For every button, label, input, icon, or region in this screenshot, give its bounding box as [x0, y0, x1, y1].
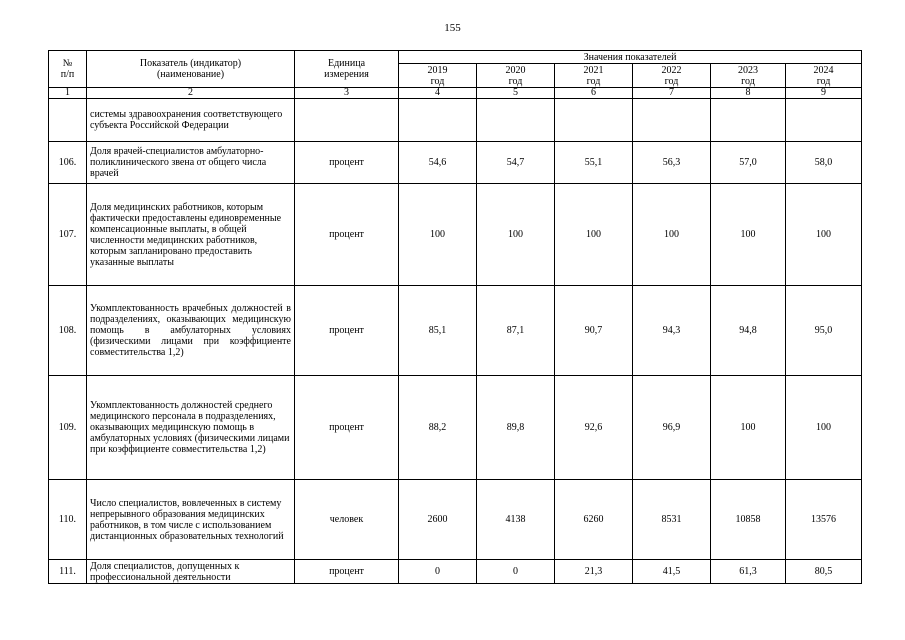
value-cell — [555, 99, 633, 142]
value-cell: 100 — [786, 184, 862, 286]
row-number: 110. — [49, 480, 87, 560]
row-number: 108. — [49, 286, 87, 376]
unit: процент — [295, 142, 399, 184]
indicator-name: Доля специалистов, допущенных к профессиональной деятельности — [87, 560, 295, 584]
header-year: 2019 год — [399, 64, 477, 88]
header-year: 2022 год — [633, 64, 711, 88]
value-cell: 54,7 — [477, 142, 555, 184]
value-cell: 90,7 — [555, 286, 633, 376]
column-index: 5 — [477, 88, 555, 99]
value-cell: 0 — [477, 560, 555, 584]
column-index: 1 — [49, 88, 87, 99]
column-index: 6 — [555, 88, 633, 99]
column-index: 9 — [786, 88, 862, 99]
row-number: 111. — [49, 560, 87, 584]
value-cell: 89,8 — [477, 376, 555, 480]
value-cell: 87,1 — [477, 286, 555, 376]
header-year: 2024 год — [786, 64, 862, 88]
value-cell: 100 — [555, 184, 633, 286]
value-cell: 94,3 — [633, 286, 711, 376]
unit — [295, 99, 399, 142]
row-number — [49, 99, 87, 142]
table-row — [49, 480, 862, 560]
indicator-name: Доля врачей-специалистов амбулаторно-поликлинического звена от общего числа врачей — [87, 142, 295, 184]
value-cell — [633, 99, 711, 142]
unit: процент — [295, 286, 399, 376]
page-number: 155 — [444, 22, 461, 34]
value-cell: 58,0 — [786, 142, 862, 184]
column-index: 3 — [295, 88, 399, 99]
value-cell — [711, 99, 786, 142]
value-cell: 92,6 — [555, 376, 633, 480]
header-unit: Единица измерения — [295, 51, 399, 88]
value-cell: 0 — [399, 560, 477, 584]
value-cell: 21,3 — [555, 560, 633, 584]
value-cell: 6260 — [555, 480, 633, 560]
unit: процент — [295, 560, 399, 584]
value-cell: 100 — [711, 376, 786, 480]
table-row — [49, 184, 862, 286]
value-cell: 95,0 — [786, 286, 862, 376]
header-year: 2021 год — [555, 64, 633, 88]
indicators-table — [48, 50, 862, 584]
indicator-name: Доля медицинских работников, которым фактически предоставлены единовременные компенсационные выплаты, в общей численности медицинских работников, которым запланировано предоставить указанные выплаты — [87, 184, 295, 286]
table-row — [49, 286, 862, 376]
value-cell: 55,1 — [555, 142, 633, 184]
value-cell: 88,2 — [399, 376, 477, 480]
header-year: 2023 год — [711, 64, 786, 88]
value-cell: 54,6 — [399, 142, 477, 184]
header-num: № п/п — [49, 51, 87, 88]
table-row — [49, 376, 862, 480]
value-cell: 94,8 — [711, 286, 786, 376]
unit: человек — [295, 480, 399, 560]
row-number: 107. — [49, 184, 87, 286]
indicator-name: Число специалистов, вовлеченных в систему непрерывного образования медицинских работников, в том числе с использованием дистанционных образовательных технологий — [87, 480, 295, 560]
value-cell: 4138 — [477, 480, 555, 560]
value-cell: 61,3 — [711, 560, 786, 584]
value-cell: 10858 — [711, 480, 786, 560]
value-cell: 100 — [399, 184, 477, 286]
row-number: 106. — [49, 142, 87, 184]
indicator-name: системы здравоохранения соответствующего субъекта Российской Федерации — [87, 99, 295, 142]
column-index: 4 — [399, 88, 477, 99]
value-cell: 56,3 — [633, 142, 711, 184]
column-index: 2 — [87, 88, 295, 99]
header-name: Показатель (индикатор) (наименование) — [87, 51, 295, 88]
value-cell: 100 — [633, 184, 711, 286]
unit: процент — [295, 184, 399, 286]
value-cell: 80,5 — [786, 560, 862, 584]
value-cell: 85,1 — [399, 286, 477, 376]
column-index: 7 — [633, 88, 711, 99]
table-row — [49, 560, 862, 584]
value-cell: 2600 — [399, 480, 477, 560]
unit: процент — [295, 376, 399, 480]
value-cell: 100 — [786, 376, 862, 480]
table-row — [49, 142, 862, 184]
value-cell: 100 — [711, 184, 786, 286]
value-cell — [399, 99, 477, 142]
value-cell: 8531 — [633, 480, 711, 560]
table-row — [49, 99, 862, 142]
header-year: 2020 год — [477, 64, 555, 88]
column-index: 8 — [711, 88, 786, 99]
value-cell: 96,9 — [633, 376, 711, 480]
indicator-name: Укомплектованность должностей среднего медицинского персонала в подразделениях, оказывающих медицинскую помощь в амбулаторных условиях (физическими лицами при коэффициенте совместительства 1,2) — [87, 376, 295, 480]
value-cell: 13576 — [786, 480, 862, 560]
value-cell — [786, 99, 862, 142]
header-values-group: Значения показателей — [399, 51, 862, 64]
row-number: 109. — [49, 376, 87, 480]
indicator-name: Укомплектованность врачебных должностей в подразделениях, оказывающих медицинскую помощь в амбулаторных условиях (физическими лицами при коэффициенте совместительства 1,2) — [87, 286, 295, 376]
value-cell: 57,0 — [711, 142, 786, 184]
value-cell: 100 — [477, 184, 555, 286]
value-cell — [477, 99, 555, 142]
value-cell: 41,5 — [633, 560, 711, 584]
